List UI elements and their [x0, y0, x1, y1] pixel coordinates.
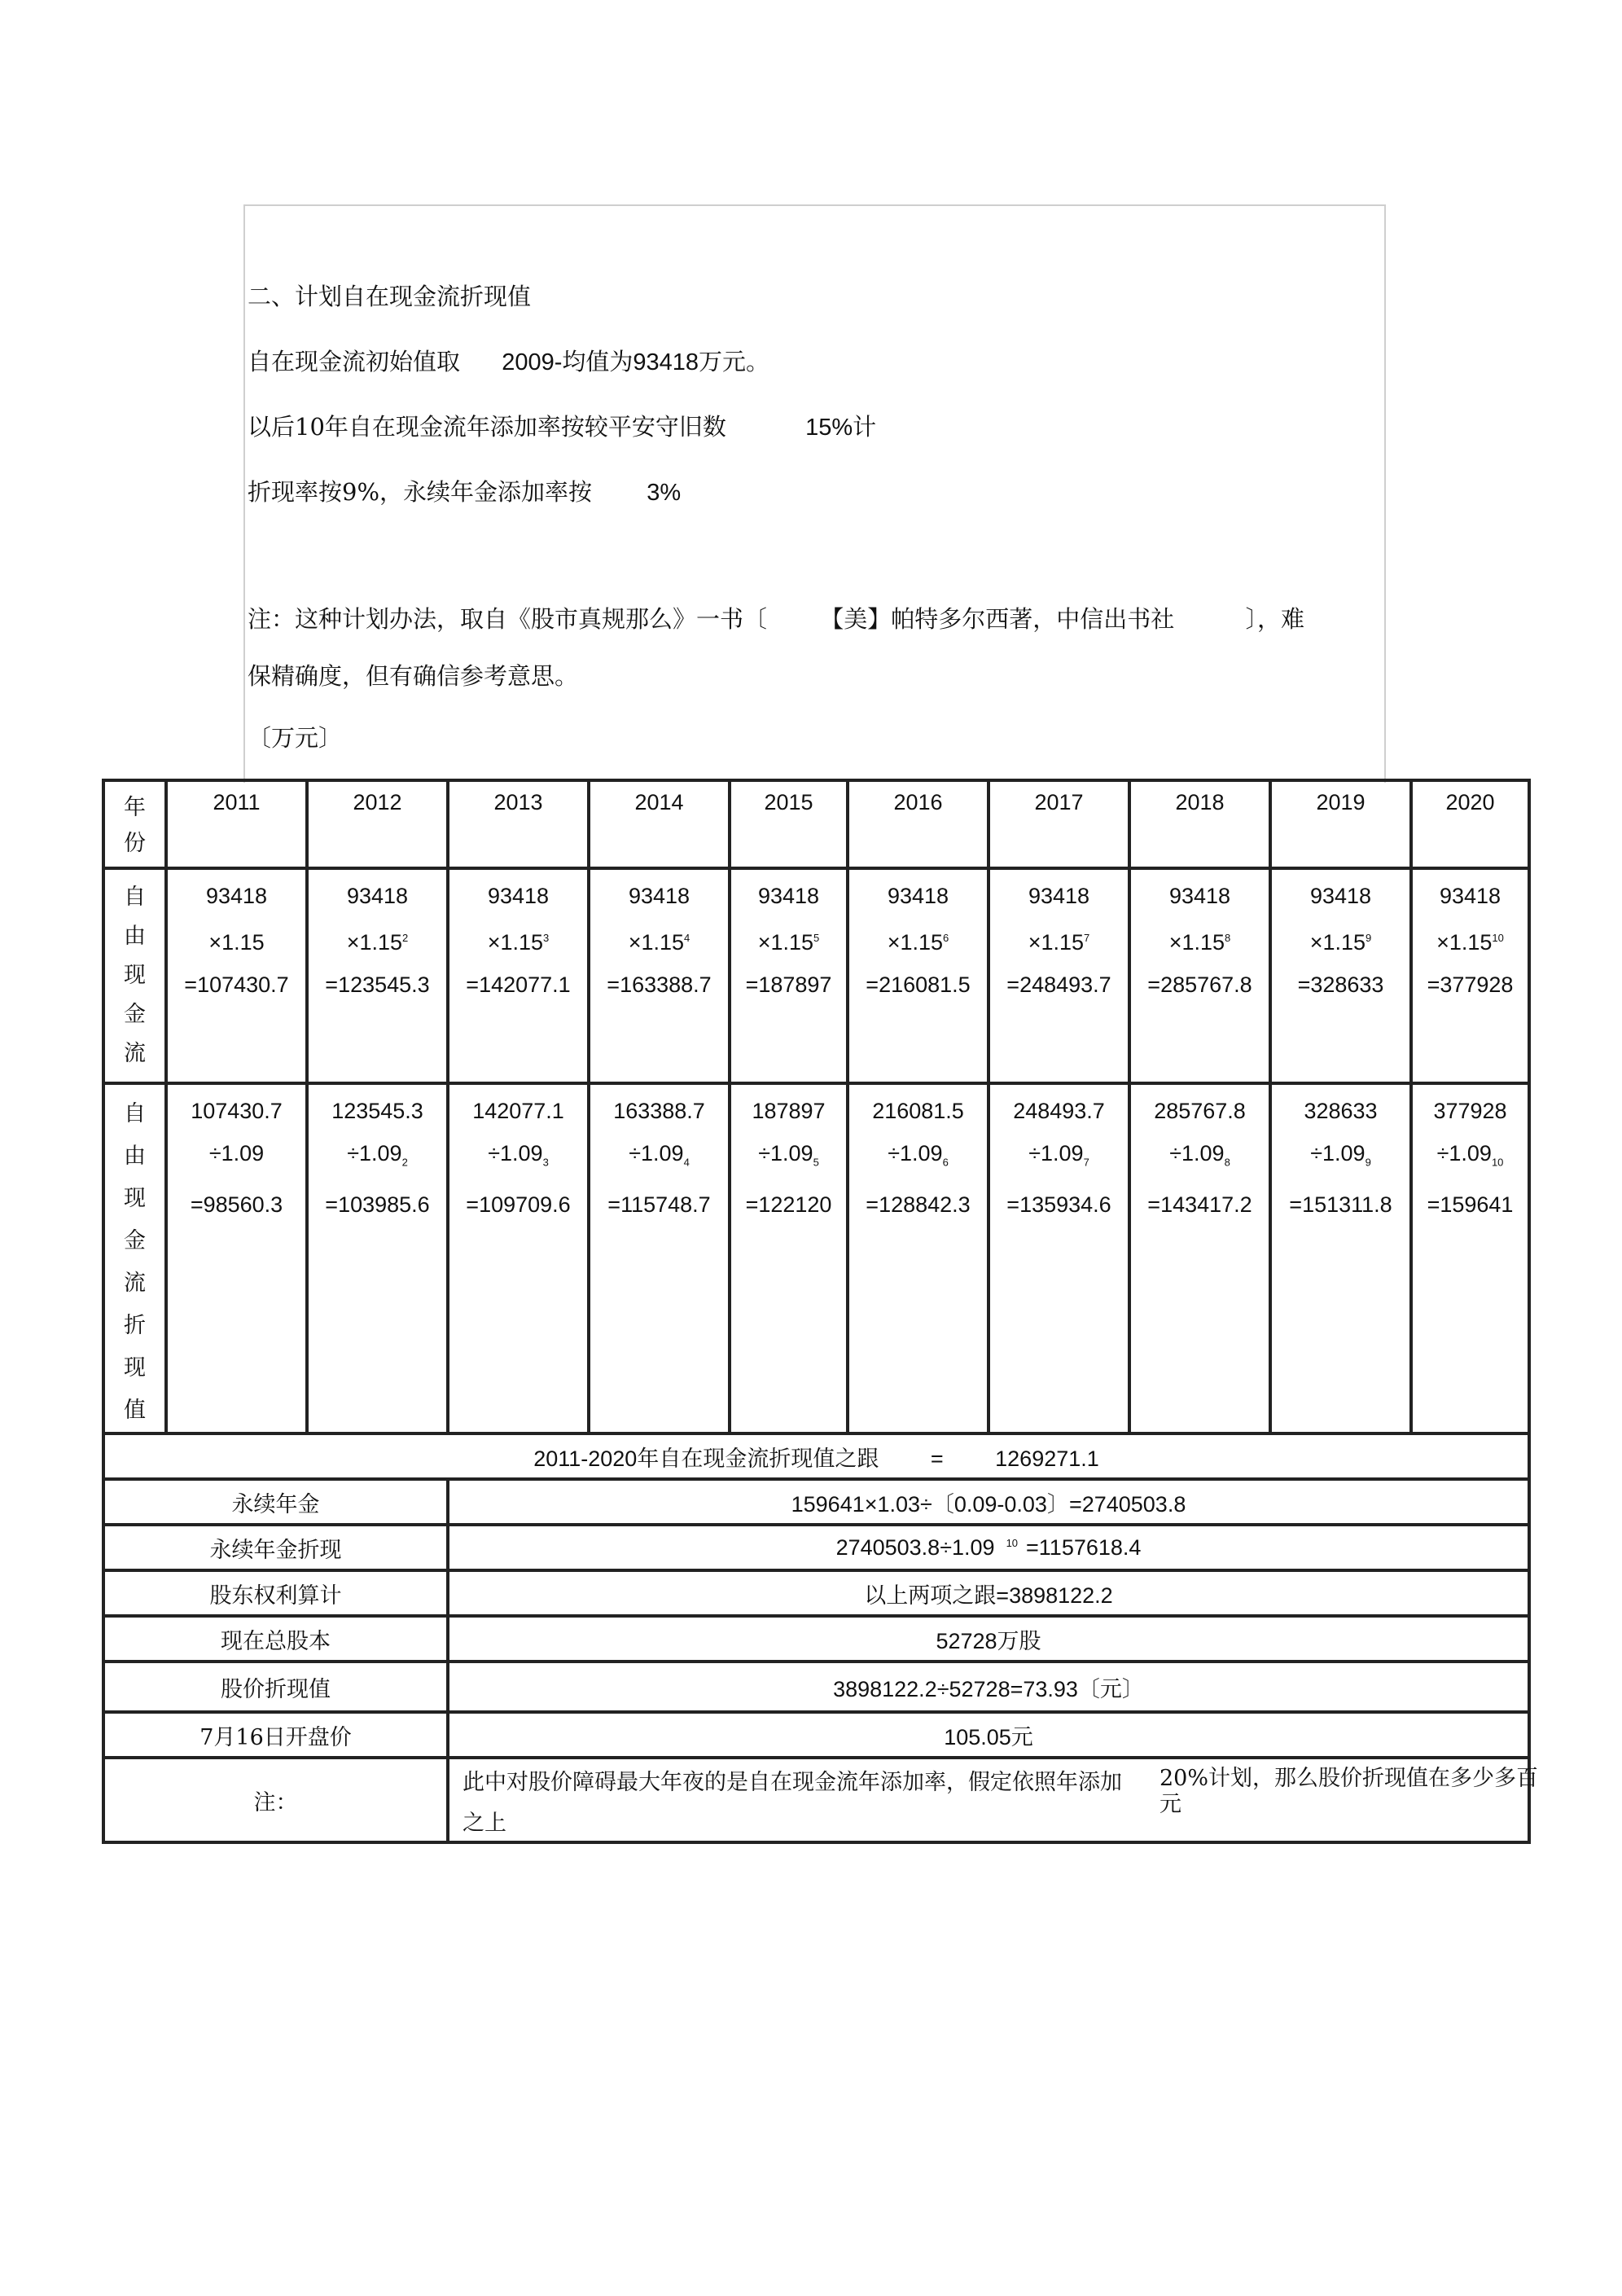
disc-op: ÷1.09 [488, 1141, 543, 1166]
fcf-cell [589, 868, 730, 1083]
fcf-base: 93418 [346, 884, 409, 908]
disc-base: 163388.7 [613, 1099, 705, 1123]
year-cell: 2017 [989, 780, 1129, 868]
fcf-result: =142077.1 [466, 972, 571, 997]
growth-rate-line [248, 409, 876, 442]
fcf-base: 93418 [757, 884, 820, 908]
disc-exp: 7 [1083, 1156, 1089, 1169]
fcf-op: ×1.15 [1028, 930, 1085, 955]
disc-exp: 8 [1224, 1156, 1230, 1169]
discount-rate-label: 折现率按9%，永续年金添加率按 [248, 478, 593, 506]
fcf-cell [448, 868, 589, 1083]
disc-base: 216081.5 [872, 1099, 964, 1123]
fcf-exp: 3 [543, 932, 550, 944]
disc-base: 248493.7 [1013, 1099, 1105, 1123]
fcf-op: ×1.15 [1309, 930, 1366, 955]
sum-cell [103, 1433, 1529, 1479]
disc-cell [1270, 1083, 1411, 1433]
discount-rate-line [248, 474, 681, 507]
fcf-base: 93418 [487, 884, 550, 908]
disc-result: =122120 [745, 1192, 832, 1218]
disc-op: ÷1.09 [1436, 1141, 1492, 1166]
method-note-book: 【美】帕特多尔西著，中信出书社 [820, 605, 1175, 633]
fcf-exp: 8 [1225, 932, 1231, 944]
disc-label-cell [103, 1083, 166, 1433]
initial-value-label: 自在现金流初始值取 [248, 348, 461, 375]
dcf-table [102, 779, 1539, 1844]
year-cell: 2016 [848, 780, 989, 868]
disc-base: 142077.1 [472, 1099, 564, 1123]
shares-row [103, 1616, 1529, 1662]
fcf-base: 93418 [628, 884, 690, 908]
fcf-op: ×1.15 [346, 930, 403, 955]
note-label: 注： [103, 1758, 448, 1842]
fcf-base: 93418 [1168, 884, 1231, 908]
note-text-left [462, 1763, 1146, 1844]
disc-base: 377928 [1433, 1099, 1507, 1123]
note-text-line: 之上 [462, 1811, 506, 1836]
disc-label-char: 现 [124, 1355, 146, 1381]
disc-cell [989, 1083, 1129, 1433]
year-cell: 2019 [1270, 780, 1411, 868]
note-text-line: 20%计划，那么股价折现值在多少多百 [1160, 1766, 1539, 1791]
disc-cell [848, 1083, 989, 1433]
fcf-label-char: 流 [124, 1041, 146, 1066]
initial-value-text: 2009-均值为93418万元。 [502, 349, 770, 375]
disc-result: =135934.6 [1006, 1192, 1111, 1218]
open-price-label: 7月16日开盘价 [103, 1712, 448, 1758]
year-label-char: 年 [124, 795, 146, 820]
fcf-result: =216081.5 [866, 972, 971, 997]
perpetuity-pv-row [103, 1525, 1529, 1570]
growth-rate-label: 以后10年自在现金流年添加率按较平安守旧数 [248, 413, 726, 441]
equity-label: 股东权利算计 [103, 1570, 448, 1616]
year-cell: 2018 [1129, 780, 1270, 868]
disc-label-char: 折 [124, 1313, 146, 1338]
year-cell: 2015 [730, 780, 848, 868]
fcf-label-char: 现 [124, 963, 146, 988]
fcf-op: ×1.15 [887, 930, 944, 955]
perpetuity-pv-value [448, 1525, 1529, 1570]
fcf-result: =187897 [745, 972, 832, 997]
price-pv-value: 3898122.2÷52728=73.93〔元〕 [448, 1662, 1529, 1712]
fcf-cell [848, 868, 989, 1083]
disc-base: 187897 [752, 1099, 826, 1123]
fcf-op: ×1.15 [1436, 930, 1493, 955]
fcf-cell [1411, 868, 1529, 1083]
equity-row [103, 1570, 1529, 1616]
sum-equals: = [930, 1446, 944, 1471]
disc-result: =159641 [1427, 1192, 1514, 1218]
perpetuity-pv-exp: 10 [1006, 1536, 1019, 1549]
disc-cell [589, 1083, 730, 1433]
fcf-result: =248493.7 [1006, 972, 1111, 997]
year-cell: 2020 [1411, 780, 1529, 868]
disc-label-char: 由 [124, 1144, 146, 1169]
disc-result: =151311.8 [1289, 1192, 1392, 1218]
disc-label-char: 自 [124, 1101, 146, 1126]
year-cell: 2014 [589, 780, 730, 868]
equity-value: 以上两项之跟=3898122.2 [448, 1570, 1529, 1616]
note-text-right [1160, 1766, 1550, 1818]
disc-result: =128842.3 [866, 1192, 971, 1218]
perpetual-rate-value: 3% [647, 480, 682, 506]
fcf-cell [1129, 868, 1270, 1083]
disc-result: =115748.7 [607, 1192, 711, 1218]
unit-label: 〔万元〕 [248, 724, 343, 752]
fcf-exp: 9 [1366, 932, 1372, 944]
disc-cell [1129, 1083, 1270, 1433]
year-cell: 2012 [307, 780, 448, 868]
disc-op: ÷1.09 [1028, 1141, 1084, 1166]
method-note-start: 注：这种计划办法，取自《股市真规那么》一书〔 [248, 605, 768, 633]
discounted-row [103, 1083, 1529, 1433]
fcf-cell [730, 868, 848, 1083]
disc-exp: 2 [401, 1156, 408, 1169]
fcf-exp: 10 [1492, 932, 1504, 944]
disc-result: =143417.2 [1147, 1192, 1252, 1218]
fcf-result: =163388.7 [607, 972, 712, 997]
perpetuity-row [103, 1479, 1529, 1525]
perpetuity-pv-formula: 2740503.8÷1.09 [835, 1534, 995, 1560]
disc-exp: 6 [942, 1156, 949, 1169]
disc-base: 107430.7 [191, 1099, 283, 1123]
disc-op: ÷1.09 [629, 1141, 684, 1166]
method-note-line-2: 保精确度，但有确信参考意思。 [248, 662, 579, 690]
year-label-char: 份 [124, 831, 146, 856]
note-text-line: 此中对股价障碍最大年夜的是自在现金流年添加率，假定依照年添加 [462, 1770, 1122, 1795]
disc-result: =103985.6 [325, 1192, 430, 1218]
perpetuity-pv-result: =1157618.4 [1026, 1534, 1142, 1560]
price-pv-row [103, 1662, 1529, 1712]
price-pv-label: 股价折现值 [103, 1662, 448, 1712]
year-row [103, 780, 1529, 868]
method-note-end: 〕，难 [1245, 605, 1304, 633]
disc-op: ÷1.09 [1169, 1141, 1225, 1166]
disc-op: ÷1.09 [758, 1141, 813, 1166]
disc-op: ÷1.09 [208, 1141, 265, 1166]
disc-exp: 9 [1365, 1156, 1371, 1169]
disc-base: 285767.8 [1154, 1099, 1246, 1123]
fcf-op: ×1.15 [757, 930, 814, 955]
sum-value: 1269271.1 [995, 1446, 1099, 1471]
fcf-base: 93418 [205, 884, 268, 908]
disc-op: ÷1.09 [1310, 1141, 1366, 1166]
disc-base: 123545.3 [331, 1099, 423, 1123]
fcf-label-cell [103, 868, 166, 1083]
fcf-cell [1270, 868, 1411, 1083]
disc-base: 328633 [1304, 1099, 1378, 1123]
disc-exp: 3 [542, 1156, 549, 1169]
fcf-row [103, 868, 1529, 1083]
sum-label: 2011-2020年自在现金流折现值之跟 [533, 1446, 879, 1471]
fcf-op: ×1.15 [1168, 930, 1225, 955]
disc-result: =109709.6 [466, 1192, 571, 1218]
fcf-cell [307, 868, 448, 1083]
disc-cell [730, 1083, 848, 1433]
fcf-result: =377928 [1427, 972, 1514, 997]
disc-cell [1411, 1083, 1529, 1433]
sum-row [103, 1433, 1529, 1479]
disc-result: =98560.3 [190, 1192, 283, 1218]
section-heading: 二、计划自在现金流折现值 [248, 283, 532, 310]
fcf-exp: 2 [402, 932, 409, 944]
disc-label-char: 值 [124, 1398, 146, 1423]
fcf-op: ×1.15 [487, 930, 544, 955]
fcf-base: 93418 [1309, 884, 1372, 908]
disc-exp: 4 [683, 1156, 690, 1169]
shares-value: 52728万股 [448, 1616, 1529, 1662]
fcf-label-char: 金 [124, 1002, 146, 1027]
fcf-label-char: 由 [124, 924, 146, 949]
disc-exp: 5 [813, 1156, 819, 1169]
initial-value-line [248, 344, 769, 377]
disc-op: ÷1.09 [888, 1141, 943, 1166]
fcf-label-char: 自 [124, 885, 146, 910]
perpetuity-pv-label: 永续年金折现 [103, 1525, 448, 1570]
open-price-value: 105.05元 [448, 1712, 1529, 1758]
disc-cell [448, 1083, 589, 1433]
fcf-cell [989, 868, 1129, 1083]
fcf-base: 93418 [1028, 884, 1090, 908]
fcf-exp: 6 [943, 932, 949, 944]
open-price-row [103, 1712, 1529, 1758]
disc-label-char: 现 [124, 1186, 146, 1211]
fcf-cell [166, 868, 307, 1083]
fcf-result: =107430.7 [184, 972, 289, 997]
fcf-exp: 5 [813, 932, 820, 944]
year-cell: 2013 [448, 780, 589, 868]
disc-cell [166, 1083, 307, 1433]
note-cell [448, 1758, 1539, 1842]
fcf-exp: 7 [1084, 932, 1090, 944]
note-text-line: 元 [1160, 1792, 1181, 1817]
fcf-result: =285767.8 [1147, 972, 1252, 997]
growth-rate-value: 15%计 [805, 415, 877, 441]
year-cell: 2011 [166, 780, 307, 868]
fcf-base: 93418 [887, 884, 949, 908]
disc-op: ÷1.09 [347, 1141, 402, 1166]
fcf-exp: 4 [684, 932, 690, 944]
perpetuity-value: 159641×1.03÷〔0.09-0.03〕=2740503.8 [448, 1479, 1529, 1525]
fcf-op: ×1.15 [208, 930, 265, 955]
perpetuity-label: 永续年金 [103, 1479, 448, 1525]
fcf-op: ×1.15 [628, 930, 685, 955]
disc-label-char: 金 [124, 1228, 146, 1253]
fcf-result: =123545.3 [325, 972, 430, 997]
note-row [103, 1758, 1529, 1842]
disc-exp: 10 [1491, 1156, 1504, 1169]
disc-label-char: 流 [124, 1271, 146, 1296]
fcf-base: 93418 [1439, 884, 1501, 908]
year-label-cell [103, 780, 166, 868]
disc-cell [307, 1083, 448, 1433]
method-note-line [248, 601, 1304, 634]
shares-label: 现在总股本 [103, 1616, 448, 1662]
fcf-result: =328633 [1297, 972, 1384, 997]
